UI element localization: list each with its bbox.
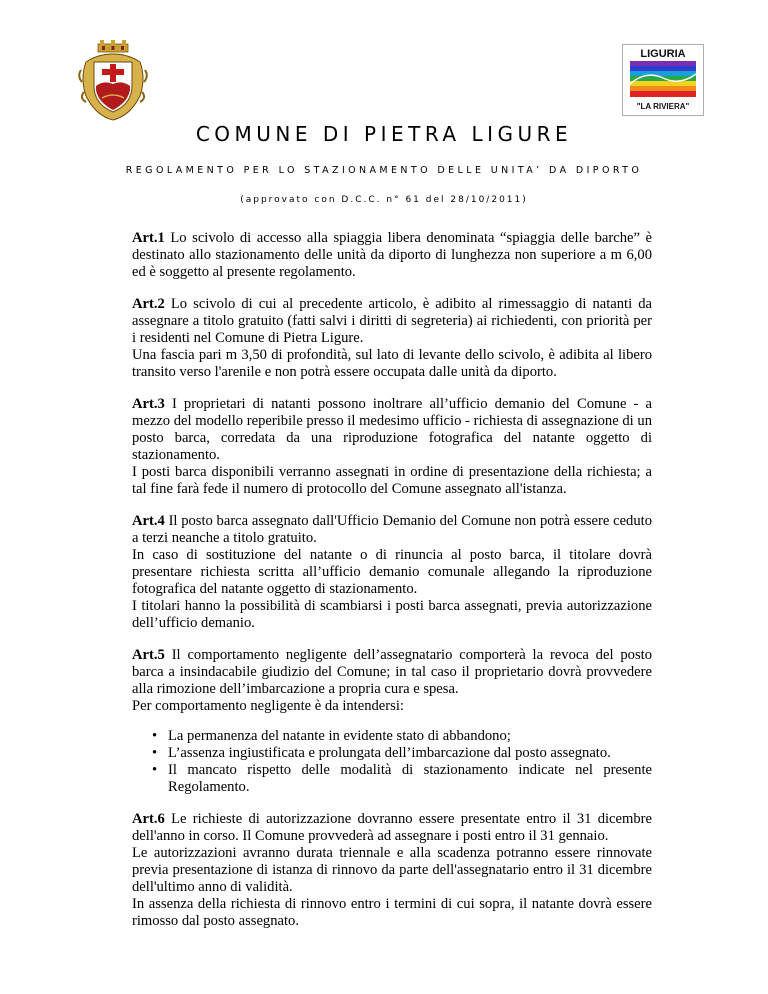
article-label: Art.3 xyxy=(132,396,165,412)
article-paragraph xyxy=(132,513,652,547)
liguria-riviera-logo-icon xyxy=(622,44,704,116)
article-text: Il comportamento negligente dell’assegnatario comporterà la revoca del posto barca a insindacabile giudizio del Comune; in tal caso il proprietario dovrà provvedere alla rimozione dell’imbarcazione a propria cura e spesa. xyxy=(132,647,652,697)
regulation-body xyxy=(132,230,652,945)
article-text: I proprietari di natanti possono inoltrare all’ufficio demanio del Comune - a mezzo del modello reperibile presso il medesimo ufficio - richiesta di assegnazione di un posto barca, corredata da una riproduzione fotografica del natante oggetto di stazionamento. xyxy=(132,396,652,463)
article-2 xyxy=(132,296,652,381)
list-item xyxy=(152,728,652,745)
article-paragraph: I titolari hanno la possibilità di scambiarsi i posti barca assegnati, previa autorizzazione dell’ufficio demanio. xyxy=(132,598,652,631)
article-6 xyxy=(132,811,652,930)
article-paragraph xyxy=(132,811,652,845)
logo-liguria-text: LIGURIA xyxy=(640,48,686,60)
article-paragraph: I posti barca disponibili verranno assegnati in ordine di presentazione della richiesta; a tal fine farà fede il numero di protocollo del Comune assegnato all'istanza. xyxy=(132,464,652,497)
logo-riviera-text: "LA RIVIERA" xyxy=(636,102,690,111)
list-item-text: Il mancato rispetto delle modalità di stazionamento indicate nel presente Regolamento. xyxy=(168,762,652,795)
article-paragraph xyxy=(132,396,652,464)
bullet-list xyxy=(132,728,652,796)
article-text: Lo scivolo di cui al precedente articolo, è adibito al rimessaggio di natanti da assegnare a titolo gratuito (fatti salvi i diritti di segreteria) ai richiedenti, con priorità per i residenti nel Comune di Pietra Ligure. xyxy=(132,296,652,346)
article-paragraph: In assenza della richiesta di rinnovo entro i termini di cui sopra, il natante dovrà essere rimosso dal posto assegnato. xyxy=(132,896,652,929)
approval-note: (approvato con D.C.C. n° 61 del 28/10/2011) xyxy=(240,195,528,205)
article-5 xyxy=(132,647,652,796)
bullet-icon: • xyxy=(152,762,158,778)
article-text: Il posto barca assegnato dall'Ufficio Demanio del Comune non potrà essere ceduto a terzi neanche a titolo gratuito. xyxy=(132,513,652,546)
article-text: Lo scivolo di accesso alla spiaggia libera denominata “spiaggia delle barche” è destinato allo stazionamento delle unità da diporto di lunghezza non superiore a m 6,00 ed è soggetto al presente regolamento. xyxy=(132,230,652,280)
article-4 xyxy=(132,513,652,632)
list-item xyxy=(152,745,652,762)
article-label: Art.5 xyxy=(132,647,165,663)
article-paragraph xyxy=(132,647,652,698)
article-paragraph xyxy=(132,230,652,281)
article-1 xyxy=(132,230,652,281)
article-paragraph xyxy=(132,296,652,347)
document-subtitle: REGOLAMENTO PER LO STAZIONAMENTO DELLE UNITA’ DA DIPORTO xyxy=(125,165,643,176)
page-title: COMUNE DI PIETRA LIGURE xyxy=(195,122,573,146)
list-item xyxy=(152,762,652,796)
list-item-text: La permanenza del natante in evidente stato di abbandono; xyxy=(168,728,511,744)
article-3 xyxy=(132,396,652,498)
article-label: Art.4 xyxy=(132,513,165,529)
article-paragraph: Le autorizzazioni avranno durata triennale e alla scadenza potranno essere rinnovate previa presentazione di istanza di rinnovo da parte dell'assegnatario entro il 31 dicembre dell'ultimo anno di validità. xyxy=(132,845,652,895)
list-item-text: L’assenza ingiustificata e prolungata dell’imbarcazione dal posto assegnato. xyxy=(168,745,611,761)
bullet-icon: • xyxy=(152,728,158,744)
article-text: Le richieste di autorizzazione dovranno essere presentate entro il 31 dicembre dell'anno in corso. Il Comune provvederà ad assegnare i posti entro il 31 gennaio. xyxy=(132,811,652,844)
article-label: Art.1 xyxy=(132,230,165,246)
article-paragraph: In caso di sostituzione del natante o di rinuncia al posto barca, il titolare dovrà presentare richiesta scritta all’ufficio demanio comunale allegando la riproduzione fotografica del natante oggetto di stazionamento. xyxy=(132,547,652,597)
article-label: Art.2 xyxy=(132,296,165,312)
municipal-crest-icon xyxy=(78,40,148,122)
article-label: Art.6 xyxy=(132,811,165,827)
bullet-icon: • xyxy=(152,745,158,761)
article-paragraph: Una fascia pari m 3,50 di profondità, sul lato di levante dello scivolo, è adibita al libero transito verso l'arenile e non potrà essere occupata dalle unità da diporto. xyxy=(132,347,652,380)
article-paragraph: Per comportamento negligente è da intendersi: xyxy=(132,698,404,714)
